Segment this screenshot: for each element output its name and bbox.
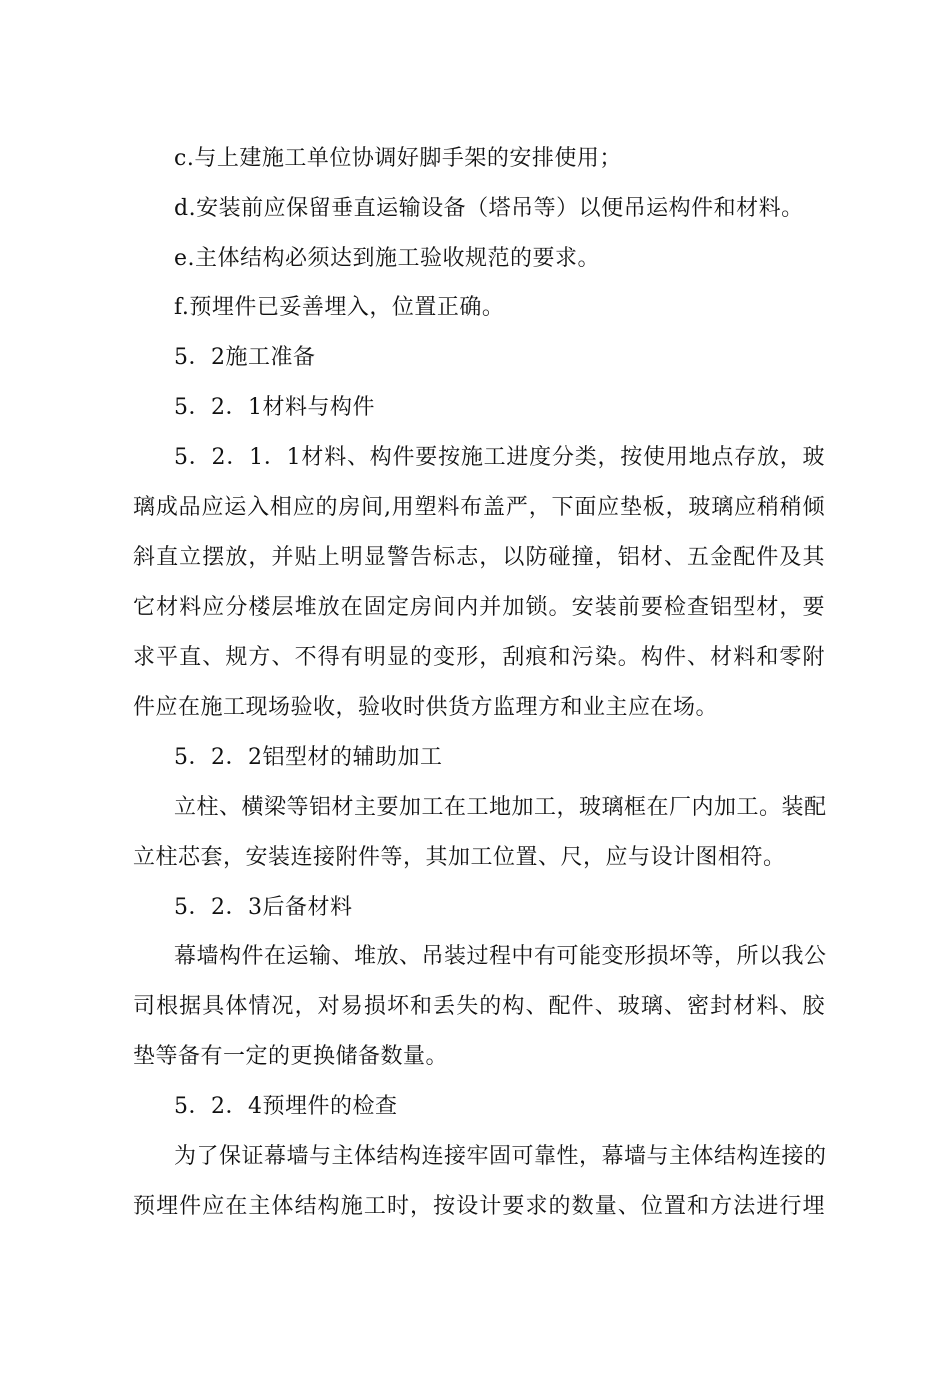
- list-item-c: c.与上建施工单位协调好脚手架的安排使用；: [174, 146, 622, 171]
- paragraph-line: 垫等备有一定的更换储备数量。: [133, 1044, 449, 1069]
- list-item-f: f.预埋件已妥善埋入，位置正确。: [174, 295, 505, 320]
- paragraph-line: 为了保证幕墙与主体结构连接牢固可靠性，幕墙与主体结构连接的: [174, 1144, 827, 1169]
- section-heading-5-2-3: 5．2．3后备材料: [174, 895, 353, 920]
- section-heading-5-2-1: 5．2．1材料与构件: [174, 395, 375, 420]
- paragraph-line: 求平直、规方、不得有明显的变形，刮痕和污染。构件、材料和零附: [133, 645, 825, 670]
- section-heading-5-2: 5．2施工准备: [174, 345, 316, 370]
- section-heading-5-2-2: 5．2．2铝型材的辅助加工: [174, 745, 443, 770]
- paragraph-line: 璃成品应运入相应的房间,用塑料布盖严，下面应垫板，玻璃应稍稍倾: [133, 495, 825, 520]
- paragraph-line: 件应在施工现场验收，验收时供货方监理方和业主应在场。: [133, 695, 719, 720]
- section-heading-5-2-4: 5．2．4预埋件的检查: [174, 1094, 398, 1119]
- paragraph-line: 司根据具体情况，对易损坏和丢失的构、配件、玻璃、密封材料、胶: [133, 994, 825, 1019]
- paragraph-line: 幕墙构件在运输、堆放、吊装过程中有可能变形损坏等，所以我公: [174, 944, 827, 969]
- paragraph-line: 5．2．1．1材料、构件要按施工进度分类，按使用地点存放，玻: [174, 445, 825, 470]
- paragraph-line: 立柱、横梁等铝材主要加工在工地加工，玻璃框在厂内加工。装配: [174, 795, 827, 820]
- paragraph-line: 预埋件应在主体结构施工时，按设计要求的数量、位置和方法进行埋: [133, 1194, 825, 1219]
- paragraph-line: 立柱芯套，安装连接附件等，其加工位置、尺，应与设计图相符。: [133, 845, 786, 870]
- paragraph-line: 它材料应分楼层堆放在固定房间内并加锁。安装前要检查铝型材，要: [133, 595, 825, 620]
- paragraph-line: 斜直立摆放，并贴上明显警告标志，以防碰撞，铝材、五金配件及其: [133, 545, 825, 570]
- list-item-e: e.主体结构必须达到施工验收规范的要求。: [174, 246, 601, 271]
- list-item-d: d.安装前应保留垂直运输设备（塔吊等）以便吊运构件和材料。: [174, 196, 804, 221]
